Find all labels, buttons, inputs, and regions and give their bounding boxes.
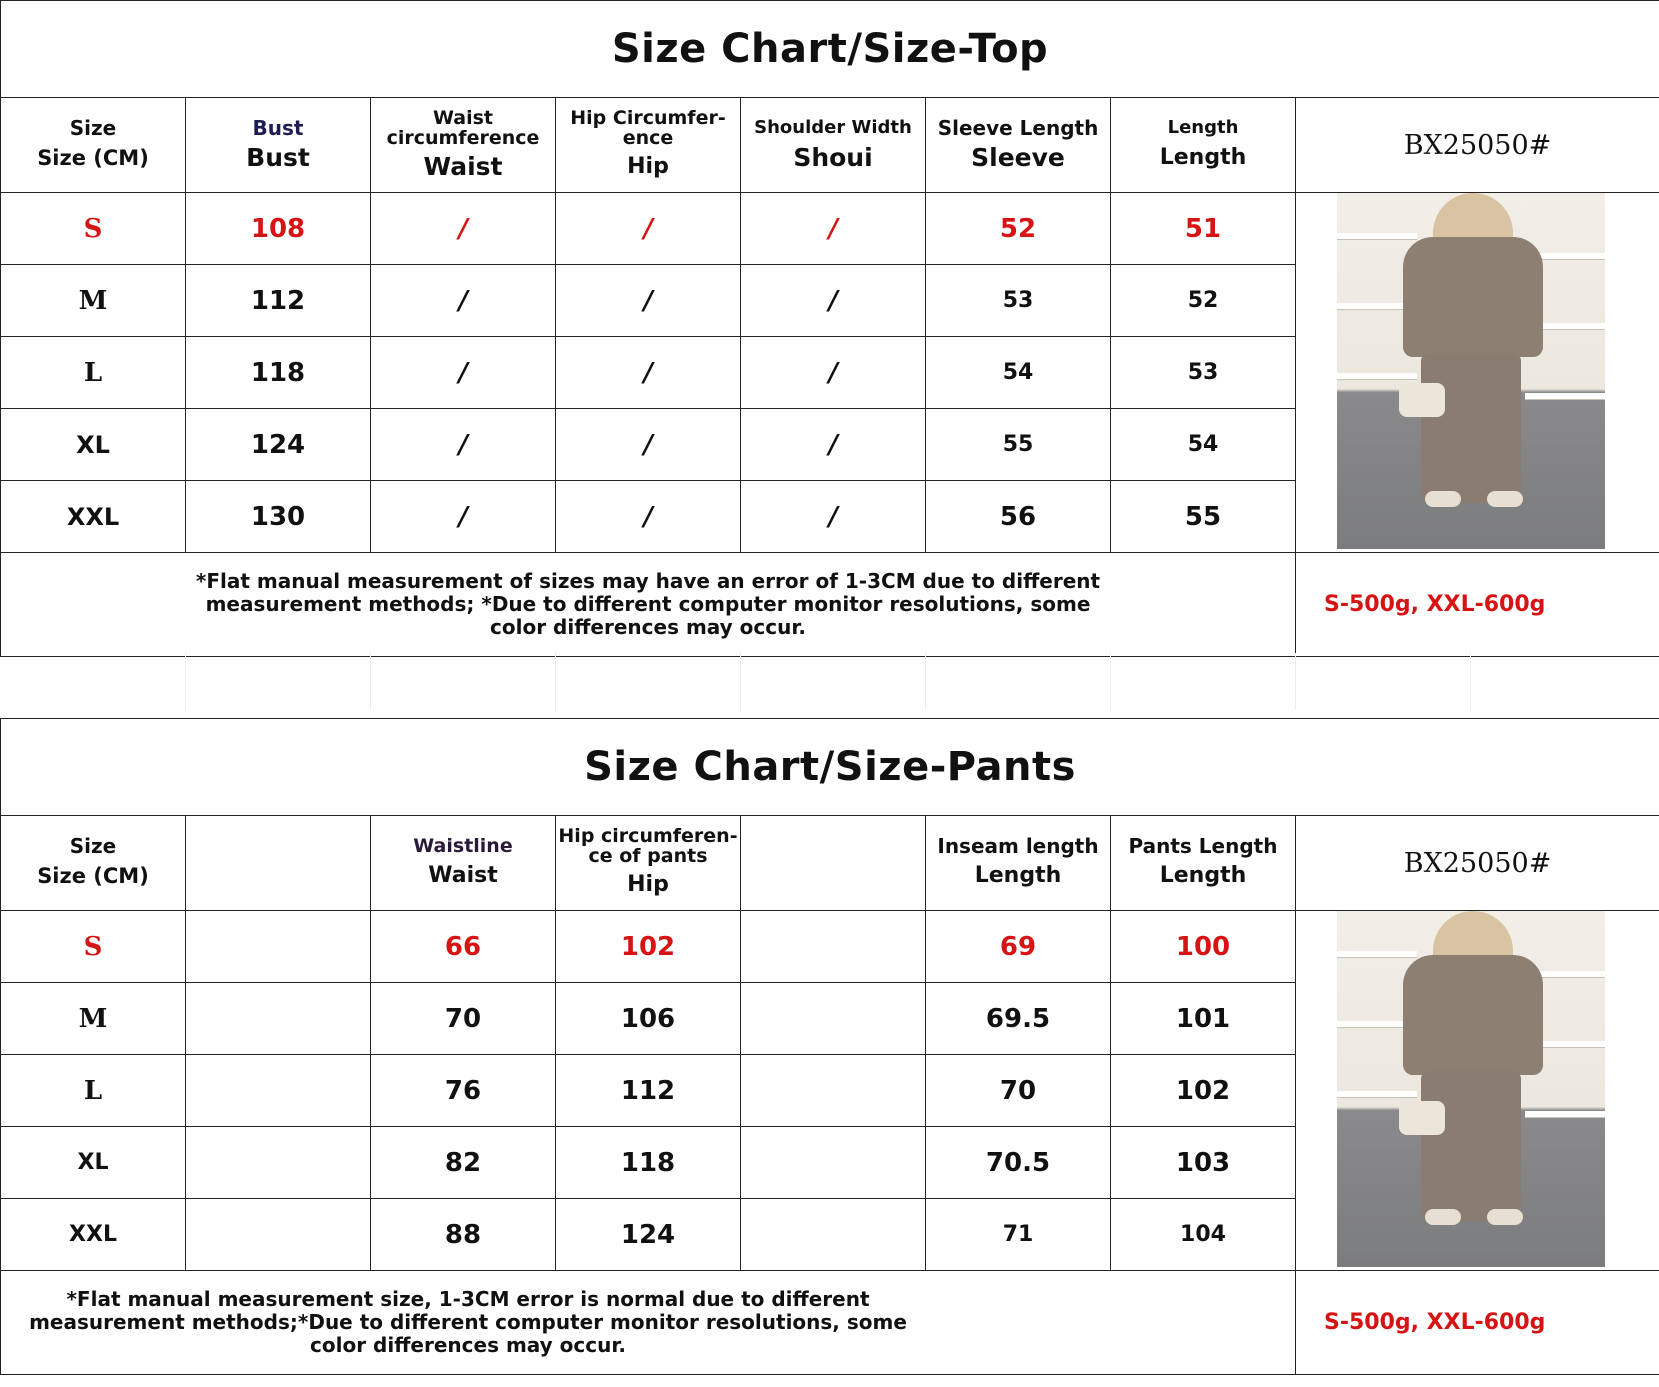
size-label: XXL <box>1 1199 186 1271</box>
hip-value: / <box>556 193 741 265</box>
hip-value: / <box>556 481 741 553</box>
inseam-value: 70.5 <box>926 1127 1111 1199</box>
waist-value: 76 <box>371 1055 556 1127</box>
empty-cell <box>741 1199 926 1271</box>
length-value: 52 <box>1111 265 1296 337</box>
header-hip: Hip circumferen-ce of pants Hip <box>556 816 741 911</box>
length-value: 55 <box>1111 481 1296 553</box>
product-code: BX25050# <box>1296 816 1659 911</box>
header-waistline: Waistline Waist <box>371 816 556 911</box>
waist-value: 82 <box>371 1127 556 1199</box>
size-label: L <box>1 1055 186 1127</box>
shoulder-value: / <box>741 265 926 337</box>
hip-value: 118 <box>556 1127 741 1199</box>
length-value: 51 <box>1111 193 1296 265</box>
length-value: 104 <box>1111 1199 1296 1271</box>
sleeve-value: 55 <box>926 409 1111 481</box>
header-hip: Hip Circumfer-ence Hip <box>556 98 741 193</box>
table-row <box>1 193 1659 265</box>
bust-value: 118 <box>186 337 371 409</box>
sleeve-value: 56 <box>926 481 1111 553</box>
length-value: 100 <box>1111 911 1296 983</box>
pants-size-table <box>0 718 1659 1375</box>
waist-value: 70 <box>371 983 556 1055</box>
header-waist: Waist circumference Waist <box>371 98 556 193</box>
inseam-value: 69.5 <box>926 983 1111 1055</box>
shoulder-value: / <box>741 409 926 481</box>
bust-value: 108 <box>186 193 371 265</box>
size-label: XL <box>1 1127 186 1199</box>
measurement-note: *Flat manual measurement of sizes may have an error of 1-3CM due to different measurement methods; *Due to different computer monitor resolutions, some color differences may occur. <box>1 553 1296 657</box>
empty-cell <box>186 1127 371 1199</box>
top-note-row <box>1 553 1659 657</box>
length-value: 103 <box>1111 1127 1296 1199</box>
header-inseam: Inseam length Length <box>926 816 1111 911</box>
size-label: S <box>1 193 186 265</box>
inseam-value: 71 <box>926 1199 1111 1271</box>
empty-cell <box>741 983 926 1055</box>
length-value: 54 <box>1111 409 1296 481</box>
header-length: Length Length <box>1111 98 1296 193</box>
size-label: M <box>1 265 186 337</box>
inseam-value: 70 <box>926 1055 1111 1127</box>
inseam-value: 69 <box>926 911 1111 983</box>
pants-note-row <box>1 1271 1659 1375</box>
waist-value: / <box>371 481 556 553</box>
bust-value: 130 <box>186 481 371 553</box>
hip-value: 112 <box>556 1055 741 1127</box>
product-photo <box>1296 911 1659 1271</box>
empty-cell <box>186 1055 371 1127</box>
header-shoulder: Shoulder Width Shoui <box>741 98 926 193</box>
empty-cell <box>186 911 371 983</box>
top-size-chart <box>0 0 1659 657</box>
waist-value: 66 <box>371 911 556 983</box>
waist-value: / <box>371 337 556 409</box>
bust-value: 112 <box>186 265 371 337</box>
shoulder-value: / <box>741 337 926 409</box>
waist-value: / <box>371 265 556 337</box>
bust-value: 124 <box>186 409 371 481</box>
spacer-grid <box>0 653 1659 710</box>
product-photo-image <box>1337 911 1605 1267</box>
shoulder-value: / <box>741 193 926 265</box>
product-code: BX25050# <box>1296 98 1659 193</box>
waist-value: / <box>371 193 556 265</box>
sleeve-value: 53 <box>926 265 1111 337</box>
header-sleeve: Sleeve Length Sleeve <box>926 98 1111 193</box>
hip-value: / <box>556 265 741 337</box>
length-value: 102 <box>1111 1055 1296 1127</box>
size-label: XL <box>1 409 186 481</box>
empty-cell <box>741 911 926 983</box>
waist-value: 88 <box>371 1199 556 1271</box>
hip-value: 102 <box>556 911 741 983</box>
waist-value: / <box>371 409 556 481</box>
sleeve-value: 54 <box>926 337 1111 409</box>
empty-cell <box>186 1199 371 1271</box>
empty-cell <box>741 1055 926 1127</box>
size-label: S <box>1 911 186 983</box>
header-empty <box>186 816 371 911</box>
empty-cell <box>741 1127 926 1199</box>
empty-cell <box>186 983 371 1055</box>
length-value: 53 <box>1111 337 1296 409</box>
measurement-note: *Flat manual measurement size, 1-3CM error is normal due to different measurement methods;*Due to different computer monitor resolutions, some color differences may occur. <box>1 1271 1296 1375</box>
product-photo <box>1296 193 1659 553</box>
size-label: XXL <box>1 481 186 553</box>
header-size: Size Size (CM) <box>1 98 186 193</box>
size-label: M <box>1 983 186 1055</box>
header-empty <box>741 816 926 911</box>
sleeve-value: 52 <box>926 193 1111 265</box>
header-size: Size Size (CM) <box>1 816 186 911</box>
weight-info: S-500g, XXL-600g <box>1296 1271 1659 1375</box>
pants-chart-title: Size Chart/Size-Pants <box>1 719 1659 816</box>
shoulder-value: / <box>741 481 926 553</box>
header-bust: Bust Bust <box>186 98 371 193</box>
hip-value: / <box>556 337 741 409</box>
weight-info: S-500g, XXL-600g <box>1296 553 1659 657</box>
top-header-row <box>1 98 1659 193</box>
pants-size-chart <box>0 718 1659 1375</box>
hip-value: 106 <box>556 983 741 1055</box>
top-chart-title: Size Chart/Size-Top <box>1 1 1659 98</box>
product-photo-image <box>1337 193 1605 549</box>
header-pants-length: Pants Length Length <box>1111 816 1296 911</box>
length-value: 101 <box>1111 983 1296 1055</box>
size-label: L <box>1 337 186 409</box>
pants-header-row <box>1 816 1659 911</box>
hip-value: / <box>556 409 741 481</box>
hip-value: 124 <box>556 1199 741 1271</box>
table-row <box>1 911 1659 983</box>
top-size-table <box>0 0 1659 657</box>
